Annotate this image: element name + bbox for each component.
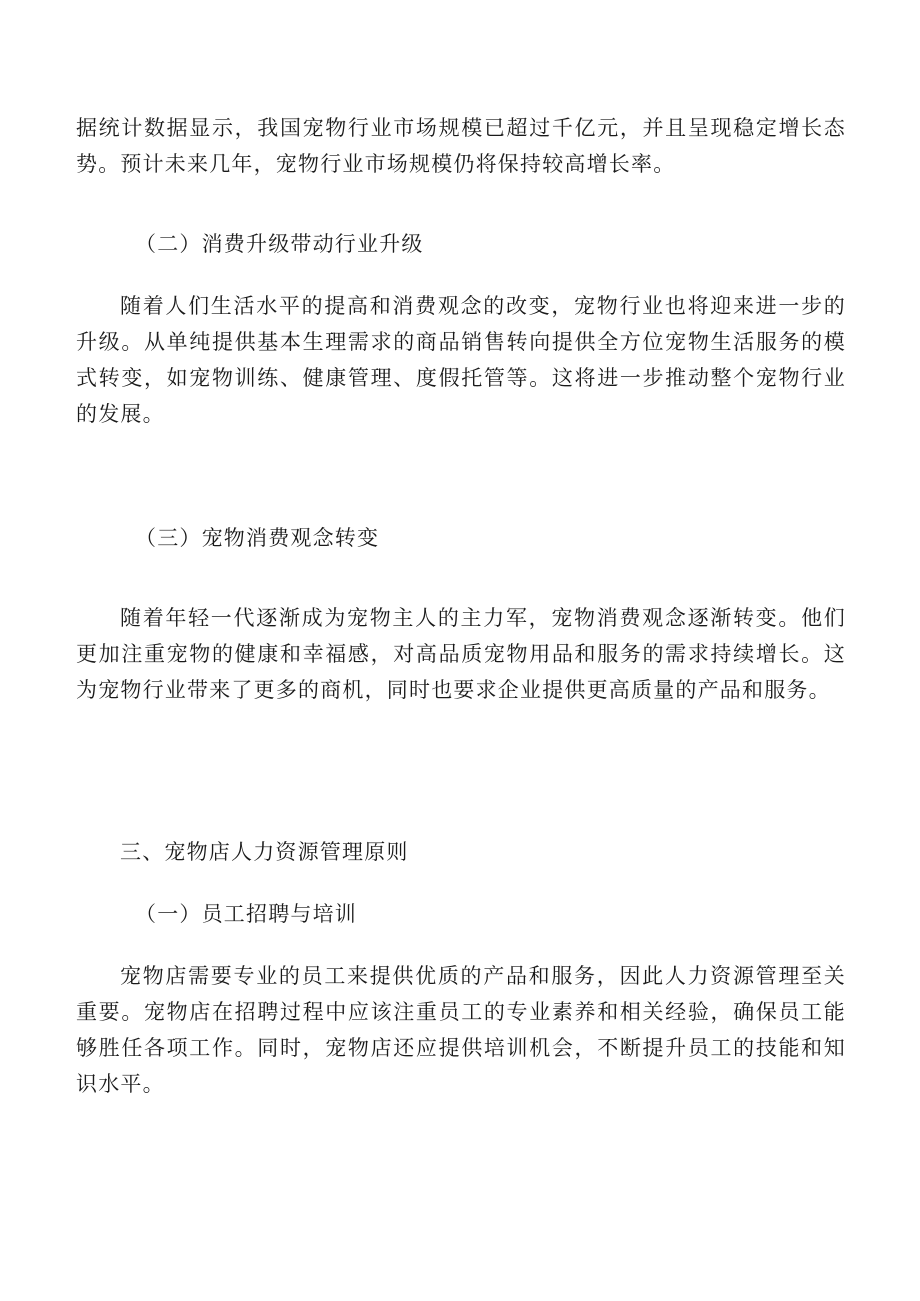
paragraph-recruitment: 宠物店需要专业的员工来提供优质的产品和服务，因此人力资源管理至关重要。宠物店在招聘过程中应该注重员工的专业素养和相关经验，确保员工能够胜任各项工作。同时，宠物店还应提供培训机会，不断提升员工的技能和知识水平。 (76, 964, 846, 1096)
paragraph-industry-upgrade: 随着人们生活水平的提高和消费观念的改变，宠物行业也将迎来进一步的升级。从单纯提供基本生理需求的商品销售转向提供全方位宠物生活服务的模式转变，如宠物训练、健康管理、度假托管等。这将进一步推动整个宠物行业的发展。 (76, 294, 846, 426)
paragraph-concept-change: 随着年轻一代逐渐成为宠物主人的主力军，宠物消费观念逐渐转变。他们更加注重宠物的健康和幸福感，对高品质宠物用品和服务的需求持续增长。这为宠物行业带来了更多的商机，同时也要求企业提供更高质量的产品和服务。 (76, 606, 846, 702)
section-heading-hr-principles: 三、宠物店人力资源管理原则 (120, 840, 409, 864)
subheading-recruitment-training: （一）员工招聘与培训 (135, 902, 357, 926)
subheading-consumption-concept: （三）宠物消费观念转变 (135, 526, 380, 550)
paragraph-market-size: 据统计数据显示，我国宠物行业市场规模已超过千亿元，并且呈现稳定增长态势。预计未来几年，宠物行业市场规模仍将保持较高增长率。 (76, 116, 846, 176)
subheading-consumption-upgrade: （二）消费升级带动行业升级 (135, 232, 424, 256)
